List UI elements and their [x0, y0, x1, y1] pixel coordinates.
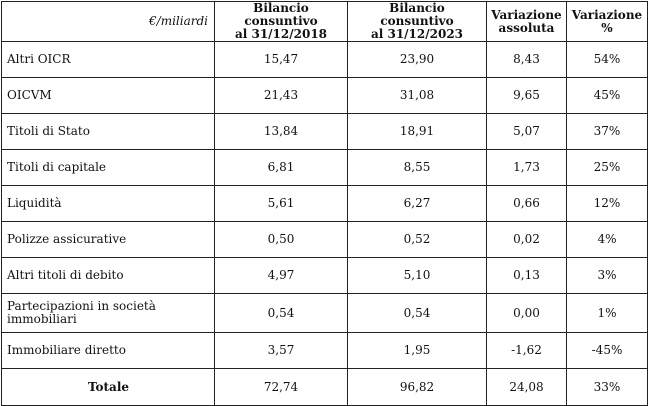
- table-row: [2, 222, 648, 258]
- abs-change: -1,62: [487, 333, 567, 369]
- abs-change: 0,02: [487, 222, 567, 258]
- row-label-line1: Partecipazioni in società: [7, 299, 156, 313]
- value-2018: 0,50: [215, 222, 348, 258]
- pct-change: -45%: [567, 333, 648, 369]
- abs-change: 1,73: [487, 150, 567, 186]
- value-2023: 23,90: [348, 42, 487, 78]
- value-2018: 0,54: [215, 294, 348, 333]
- abs-change: 5,07: [487, 114, 567, 150]
- total-2023: 96,82: [348, 369, 487, 406]
- value-2018: 5,61: [215, 186, 348, 222]
- total-abs-change: 24,08: [487, 369, 567, 406]
- abs-change: 8,43: [487, 42, 567, 78]
- value-2023: 18,91: [348, 114, 487, 150]
- value-2023: 0,52: [348, 222, 487, 258]
- header-pct-line2: %: [601, 20, 613, 35]
- table-row: [2, 186, 648, 222]
- value-2018: 6,81: [215, 150, 348, 186]
- unit-header: €/miliardi: [2, 2, 215, 42]
- header-pct-change: [567, 2, 648, 42]
- pct-change: 3%: [567, 258, 648, 294]
- abs-change: 9,65: [487, 78, 567, 114]
- row-label: Titoli di Stato: [2, 114, 215, 150]
- value-2018: 15,47: [215, 42, 348, 78]
- table-row: [2, 150, 648, 186]
- value-2023: 1,95: [348, 333, 487, 369]
- table-row: [2, 114, 648, 150]
- asset-allocation-table: [1, 1, 648, 406]
- pct-change: 4%: [567, 222, 648, 258]
- table-row: [2, 294, 648, 333]
- pct-change: 1%: [567, 294, 648, 333]
- table-row: [2, 333, 648, 369]
- header-2018-line2: al 31/12/2018: [234, 27, 328, 41]
- row-label: Altri titoli di debito: [2, 258, 215, 294]
- value-2018: 21,43: [215, 78, 348, 114]
- abs-change: 0,66: [487, 186, 567, 222]
- row-label: OICVM: [2, 78, 215, 114]
- value-2018: 13,84: [215, 114, 348, 150]
- total-pct-change: 33%: [567, 369, 648, 406]
- header-2023: [348, 2, 487, 42]
- pct-change: 45%: [567, 78, 648, 114]
- value-2023: 6,27: [348, 186, 487, 222]
- value-2023: 8,55: [348, 150, 487, 186]
- pct-change: 25%: [567, 150, 648, 186]
- row-label: [2, 294, 215, 333]
- header-row: [2, 2, 648, 42]
- row-label: Polizze assicurative: [2, 222, 215, 258]
- value-2023: 31,08: [348, 78, 487, 114]
- row-label-line2: immobiliari: [7, 312, 77, 326]
- header-abs-line1: Variazione: [491, 7, 562, 22]
- total-label: Totale: [2, 369, 215, 406]
- value-2023: 5,10: [348, 258, 487, 294]
- table-row: [2, 42, 648, 78]
- header-2018-line1: Bilancio consuntivo: [244, 1, 318, 28]
- header-2023-line2: al 31/12/2023: [370, 27, 464, 41]
- row-label: Immobiliare diretto: [2, 333, 215, 369]
- row-label: Titoli di capitale: [2, 150, 215, 186]
- value-2023: 0,54: [348, 294, 487, 333]
- pct-change: 54%: [567, 42, 648, 78]
- header-2018: [215, 2, 348, 42]
- table-row: [2, 78, 648, 114]
- value-2018: 4,97: [215, 258, 348, 294]
- value-2018: 3,57: [215, 333, 348, 369]
- total-2018: 72,74: [215, 369, 348, 406]
- abs-change: 0,00: [487, 294, 567, 333]
- header-2023-line1: Bilancio consuntivo: [380, 1, 454, 28]
- table-row: [2, 258, 648, 294]
- row-label: Altri OICR: [2, 42, 215, 78]
- row-label: Liquidità: [2, 186, 215, 222]
- header-abs-change: [487, 2, 567, 42]
- abs-change: 0,13: [487, 258, 567, 294]
- pct-change: 12%: [567, 186, 648, 222]
- header-abs-line2: assoluta: [498, 20, 555, 35]
- pct-change: 37%: [567, 114, 648, 150]
- header-pct-line1: Variazione: [571, 7, 643, 22]
